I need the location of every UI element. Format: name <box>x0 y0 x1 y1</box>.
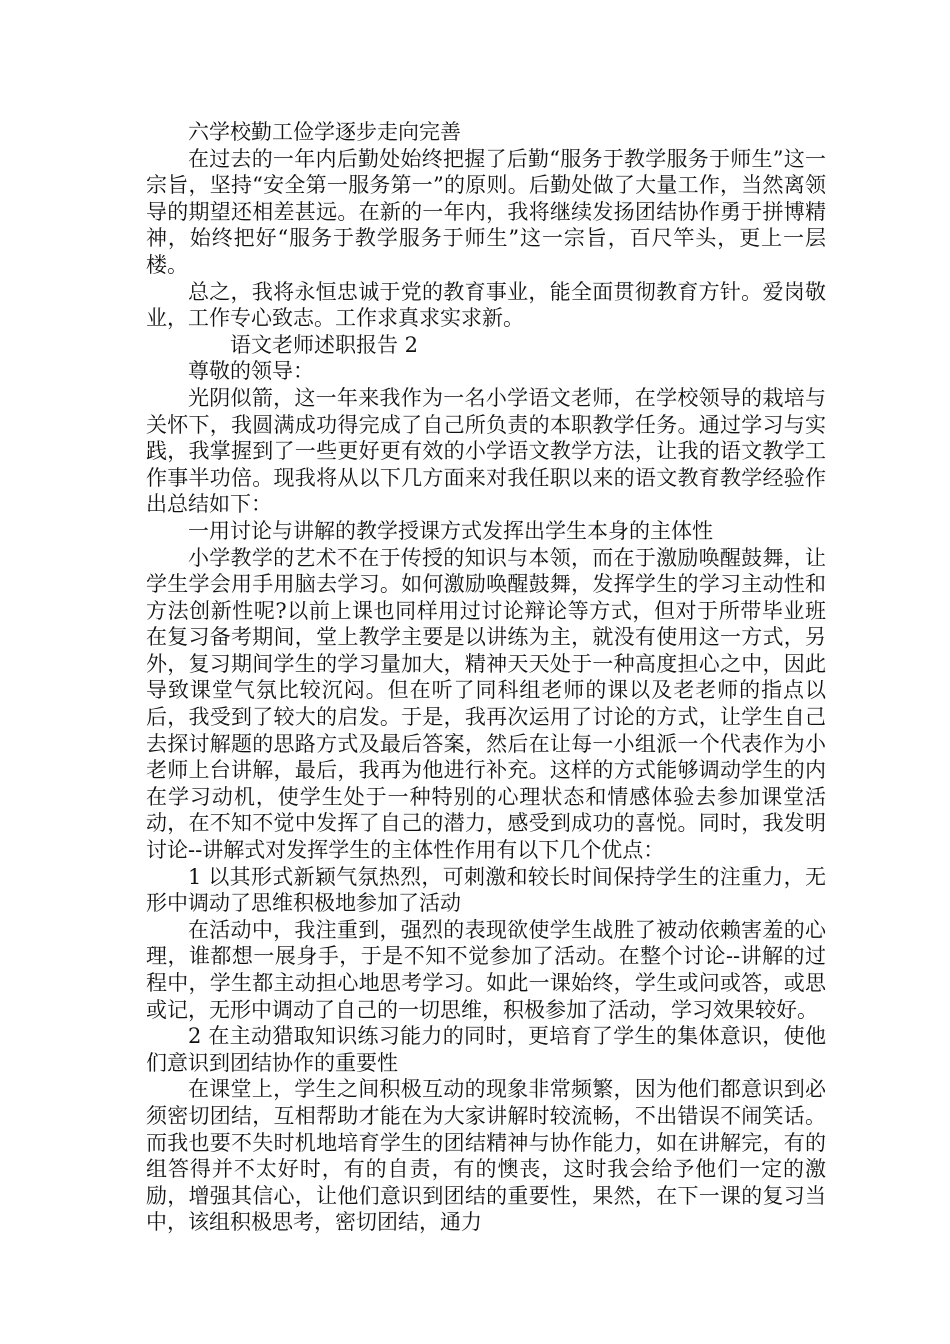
paragraph-conclusion: 总之，我将永恒忠诚于党的教育事业，能全面贯彻教育方针。爱岗敬业，工作专心致志。工作求真求实求新。 <box>146 279 826 331</box>
paragraph-introduction: 光阴似箭，这一年来我作为一名小学语文老师，在学校领导的栽培与关怀下，我圆满成功得完成了自己所负责的本职教学任务。通过学习与实践，我掌握到了一些更好更有效的小学语文教学方法，让我的语文教学工作事半功倍。现我将从以下几方面来对我任职以来的语文教育教学经验作出总结如下： <box>146 385 826 517</box>
report-title: 语文老师述职报告 2 <box>230 332 419 357</box>
document-body <box>146 119 826 1236</box>
paragraph-discussion-method: 小学教学的艺术不在于传授的知识与本领，而在于激励唤醒鼓舞，让学生学会用手用脑去学习。如何激励唤醒鼓舞，发挥学生的学习主动性和方法创新性呢?以前上课也同样用过讨论辩论等方式，但对于所带毕业班在复习备考期间，堂上教学主要是以讲练为主，就没有使用这一方式，另外，复习期间学生的学习量加大，精神天天处于一种高度担心之中，因此导致课堂气氛比较沉闷。但在听了同科组老师的课以及老老师的指点以后，我受到了较大的启发。于是，我再次运用了讨论的方式，让学生自己去探讨解题的思路方式及最后答案，然后在让每一小组派一个代表作为小老师上台讲解，最后，我再为他进行补充。这样的方式能够调动学生的内在学习动机，使学生处于一种特别的心理状态和情感体验去参加课堂活动，在不知不觉中发挥了自己的潜力，感受到成功的喜悦。同时，我发明讨论--讲解式对发挥学生的主体性作用有以下几个优点： <box>146 545 826 863</box>
salutation: 尊敬的领导： <box>188 359 314 384</box>
point-one-heading: 1 以其形式新颖气氛热烈，可刺激和较长时间保持学生的注重力，无形中调动了思维积极地参加了活动 <box>146 864 826 916</box>
point-two-heading: 2 在主动猎取知识练习能力的同时，更培育了学生的集体意识，使他们意识到团结协作的重要性 <box>146 1024 826 1075</box>
section-heading-logistics: 六学校勤工俭学逐步走向完善 <box>188 120 461 144</box>
paragraph-point-one: 在活动中，我注重到，强烈的表现欲使学生战胜了被动依赖害羞的心理，谁都想一展身手，于是不知不觉参加了活动。在整个讨论--讲解的过程中，学生都主动担心地思考学习。如此一课始终，学生或问或答，或思或记，无形中调动了自己的一切思维，积极参加了活动，学习效果较好。 <box>146 917 826 1022</box>
paragraph-point-two: 在课堂上，学生之间积极互动的现象非常频繁，因为他们都意识到必须密切团结，互相帮助才能在为大家讲解时较流畅，不出错误不闹笑话。而我也要不失时机地培育学生的团结精神与协作能力，如在讲解完，有的组答得并不太好时，有的自责，有的懊丧，这时我会给予他们一定的激励，增强其信心，让他们意识到团结的重要性，果然，在下一课的复习当中，该组积极思考，密切团结，通力 <box>146 1077 826 1235</box>
section-heading-discussion: 一用讨论与讲解的教学授课方式发挥出学生本身的主体性 <box>188 518 713 543</box>
paragraph-logistics-summary: 在过去的一年内后勤处始终把握了后勤“服务于教学服务于师生”这一宗旨，坚持“安全第一服务第一”的原则。后勤处做了大量工作，当然离领导的期望还相差甚远。在新的一年内，我将继续发扬团结协作勇于拼博精神，始终把好“服务于教学服务于师生”这一宗旨，百尺竿头，更上一层楼。 <box>146 146 826 277</box>
